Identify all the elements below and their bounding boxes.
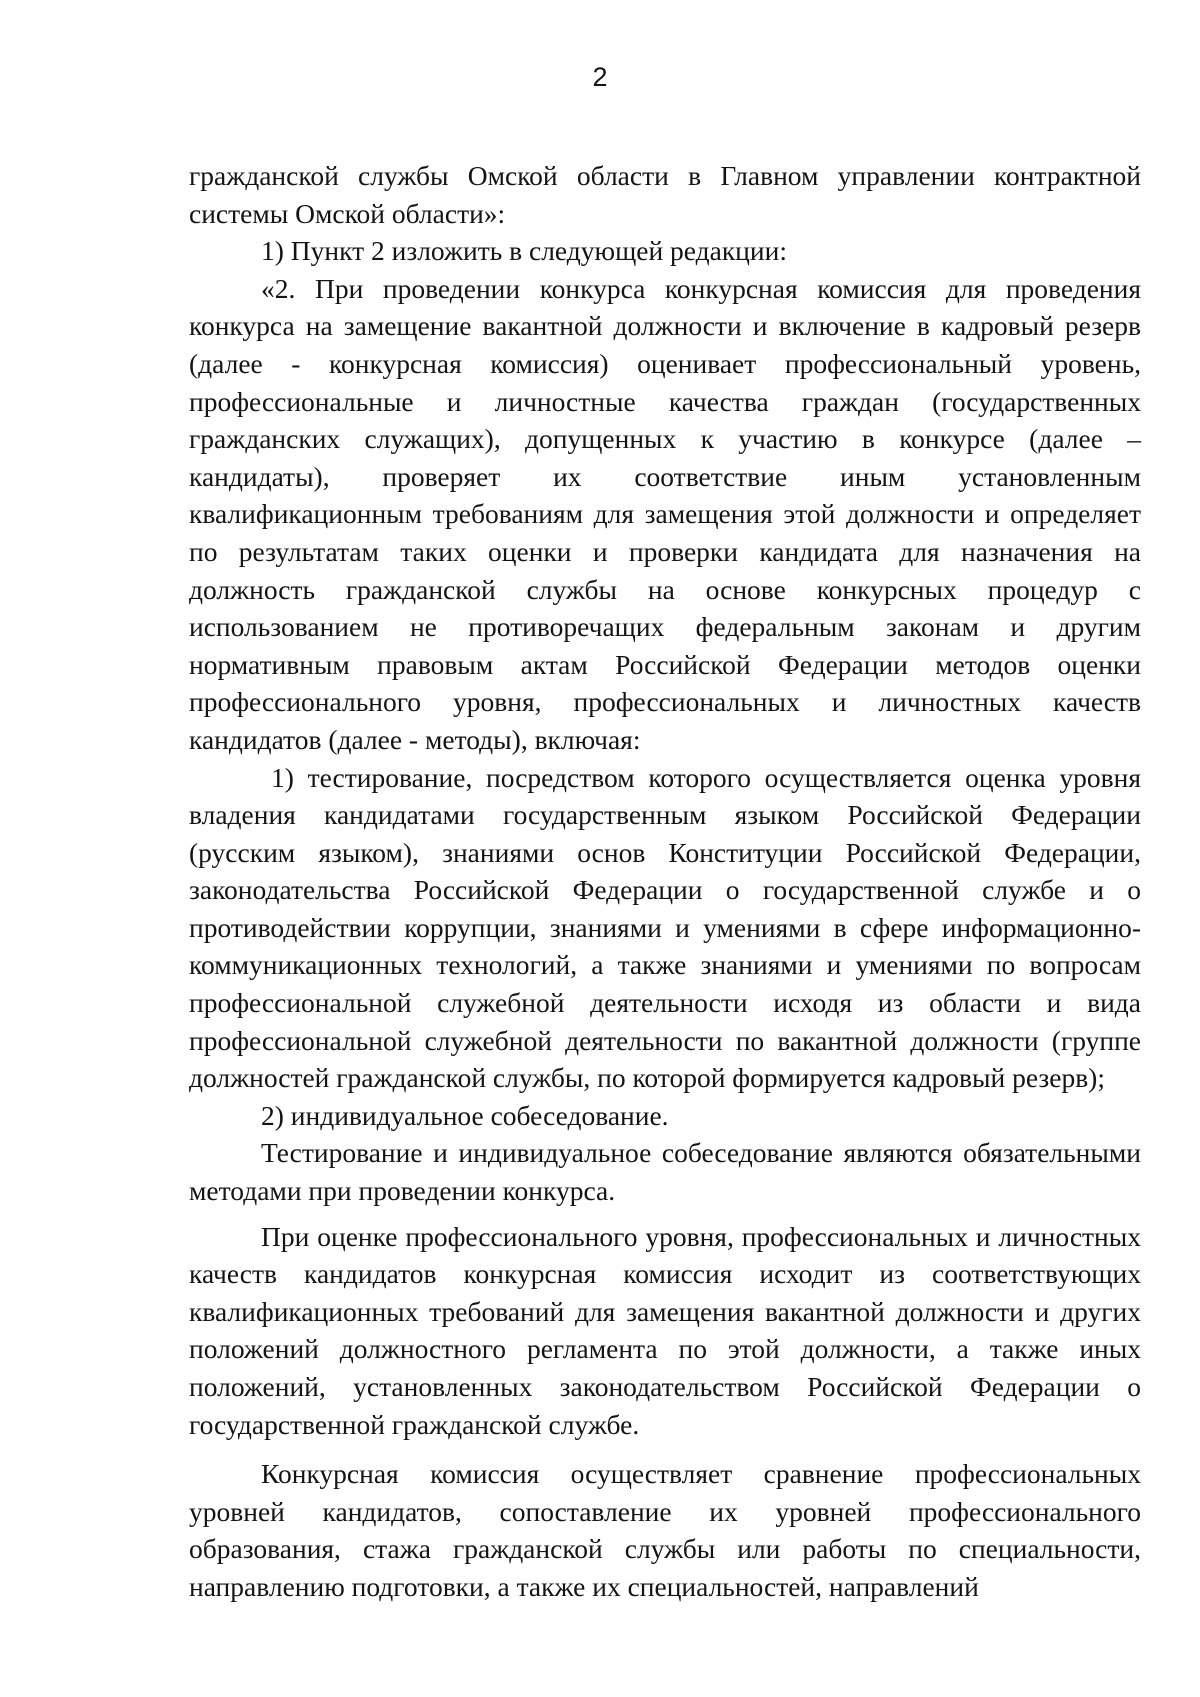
paragraph-continuation: гражданской службы Омской области в Главном управлении контрактной системы Омской области»:: [189, 160, 1141, 229]
paragraph-evaluation: При оценке профессионального уровня, профессиональных и личностных качеств кандидатов конкурсная комиссия исходит из соответствующих квалификационных требований для замещения вакантной должности и других положений должностного регламента по этой должности, а также иных положений, установленных законодательством Российской Федерации о государственной гражданской службе.: [189, 1220, 1141, 1440]
paragraph-mandatory-methods: Тестирование и индивидуальное собеседование являются обязательными методами при проведении конкурса.: [189, 1137, 1141, 1207]
document-body: [189, 157, 1141, 1606]
paragraph-interview: 2) индивидуальное собеседование.: [261, 1099, 669, 1131]
paragraph-comparison: Конкурсная комиссия осуществляет сравнение профессиональных уровней кандидатов, сопоставление их уровней профессионального образования, стажа гражданской службы или работы по специальности, направлению подготовки, а также их специальностей, направлений: [189, 1458, 1141, 1602]
paragraph-clause-2: «2. При проведении конкурса конкурсная комиссия для проведения конкурса на замещение вакантной должности и включение в кадровый резерв (далее - конкурсная комиссия) оценивает профессиональный уровень, профессиональные и личностные качества граждан (государственных гражданских служащих), допущенных к участию в конкурсе (далее – кандидаты), проверяет их соответствие иным установленным квалификационным требованиям для замещения этой должности и определяет по результатам таких оценки и проверки кандидата для назначения на должность гражданской службы на основе конкурсных процедур с использованием не противоречащих федеральным законам и другим нормативным правовым актам Российской Федерации методов оценки профессионального уровня, профессиональных и личностных качеств кандидатов (далее - методы), включая:: [189, 272, 1141, 755]
paragraph-item-1-amendment: 1) Пункт 2 изложить в следующей редакции:: [261, 235, 787, 267]
page-number: 2: [592, 62, 608, 92]
paragraph-testing: 1) тестирование, посредством которого осуществляется оценка уровня владения кандидатами государственным языком Российской Федерации (русским языком), знаниями основ Конституции Российской Федерации, законодательства Российской Федерации о государственной службе и о противодействии коррупции, знаниями и умениями в сфере информационно-коммуникационных технологий, а также знаниями и умениями по вопросам профессиональной служебной деятельности исходя из области и вида профессиональной служебной деятельности по вакантной должности (группе должностей гражданской службы, по которой формируется кадровый резерв);: [189, 761, 1141, 1094]
